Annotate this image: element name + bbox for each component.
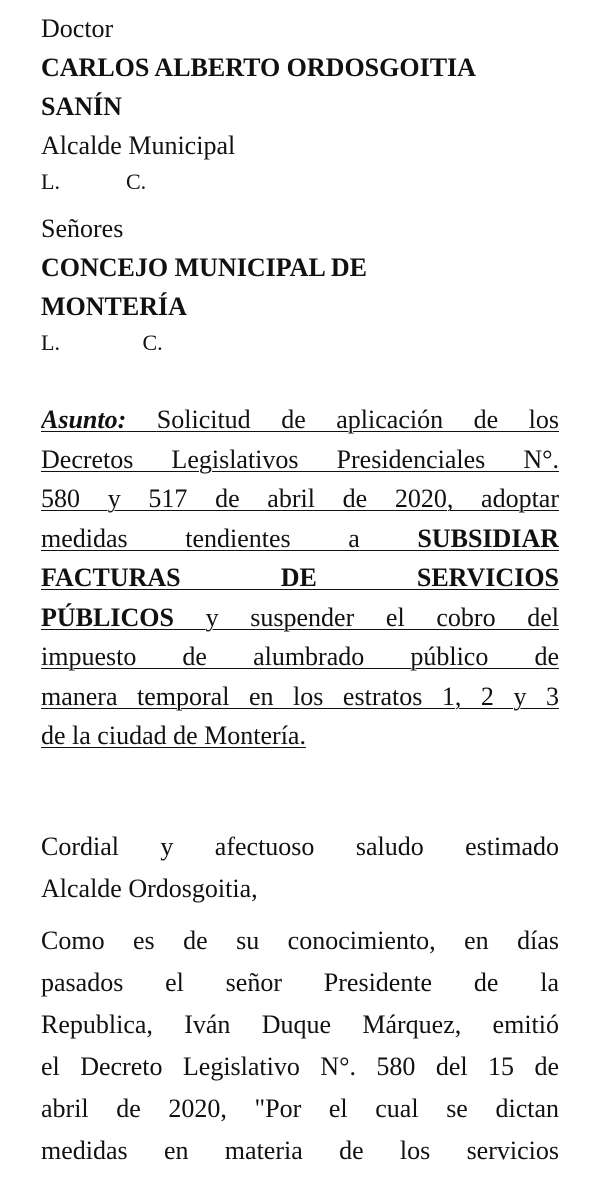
subject-line: FACTURAS DE SERVICIOS [41,563,559,592]
addressee-mayor [41,9,559,199]
greeting-line: Cordial y afectuoso saludo estimado [41,831,559,861]
body-paragraph [41,920,559,1172]
body-line: Como es de su conocimiento, en días [41,925,559,955]
greeting [41,826,559,910]
body-line: el Decreto Legislativo N°. 580 del 15 de [41,1051,559,1081]
addressee-council [41,209,559,360]
subject-label: Asunto: [41,405,127,434]
addressee-name-cont: SANÍN [41,92,122,121]
subject-line: impuesto de alumbrado público de [41,642,559,671]
addressee-name: CONCEJO MUNICIPAL DE [41,253,367,282]
subject-block [41,400,559,756]
addressee-name: CARLOS ALBERTO ORDOSGOITIA [41,53,476,82]
body-line: medidas en materia de los servicios [41,1135,559,1165]
addressee-name-cont: MONTERÍA [41,292,187,321]
subject-line: manera temporal en los estratos 1, 2 y 3 [41,681,559,711]
subject-line: Decretos Legislativos Presidenciales N°. [41,444,559,474]
body-line: Republica, Iván Duque Márquez, emitió [41,1009,559,1039]
subject-line: de la ciudad de Montería. [41,721,306,750]
letter-page [41,0,559,1200]
subject-line: PÚBLICOS y suspender el cobro del [41,602,559,632]
subject-line: 580 y 517 de abril de 2020, adoptar [41,484,559,513]
subject-line: Asunto: Solicitud de aplicación de los [41,405,559,434]
body-line: pasados el señor Presidente de la [41,967,559,997]
addressee-title: Señores [41,214,124,243]
addressee-lc: L. C. [41,330,163,355]
addressee-title: Doctor [41,14,114,43]
addressee-lc: L. C. [41,169,147,194]
body-line: abril de 2020, "Por el cual se dictan [41,1093,559,1123]
greeting-line: Alcalde Ordosgoitia, [41,873,258,903]
addressee-position: Alcalde Municipal [41,131,236,160]
subject-line: medidas tendientes a SUBSIDIAR [41,523,559,553]
